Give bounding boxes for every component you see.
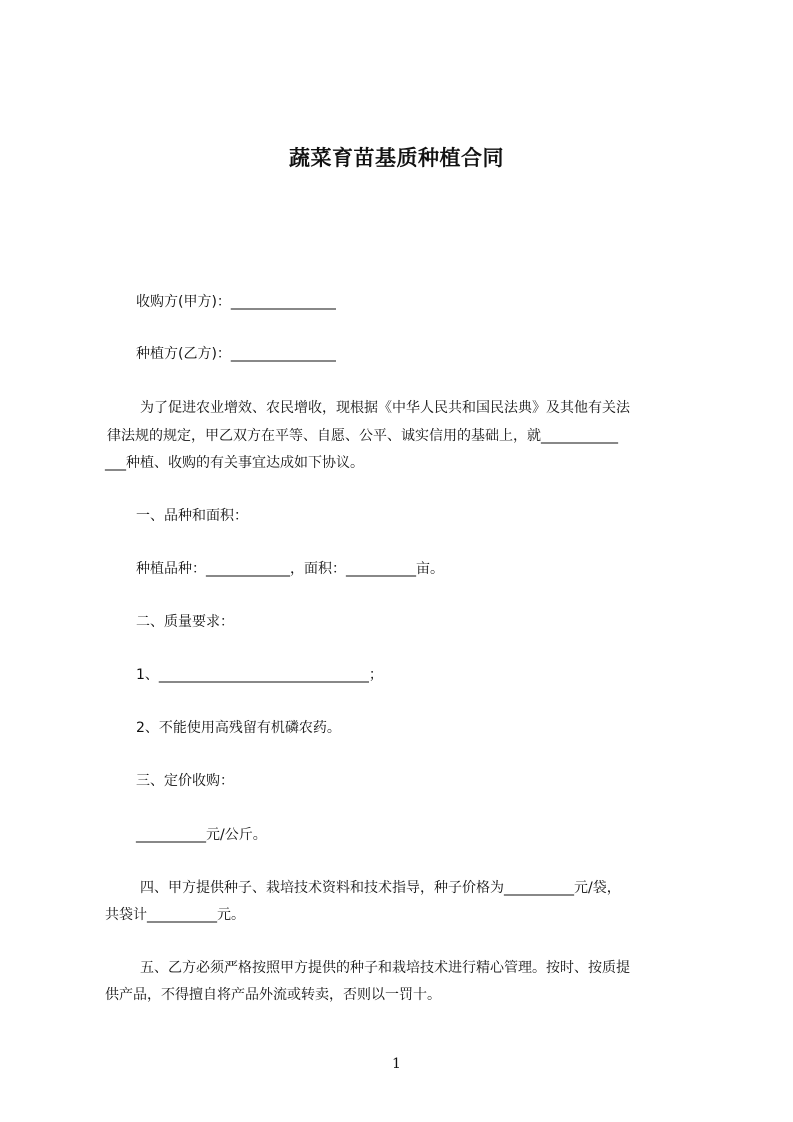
page-number: 1 [392,1056,401,1072]
section-3-heading: 三、定价收购： [136,773,234,789]
section-3-content: __________元/公斤。 [136,827,267,843]
section-2-item-2: 2、不能使用高残留有机磷农药。 [136,720,341,736]
section-1-content: 种植品种：____________，面积：__________亩。 [136,561,444,577]
grower-party-line: 种植方(乙方)：_______________ [136,346,336,362]
section-5-line-1: 五、乙方必须严格按照甲方提供的种子和栽培技术进行精心管理。按时、按质提 [140,960,630,976]
section-2-heading: 二、质量要求： [136,614,234,630]
document-title: 蔬菜育苗基质种植合同 [289,146,504,170]
intro-line-2: 律法规的规定，甲乙双方在平等、自愿、公平、诚实信用的基础上，就___________ [107,428,618,444]
intro-line-1: 为了促进农业增效、农民增收，现根据《中华人民共和国民法典》及其他有关法 [140,400,630,416]
section-2-item-1: 1、______________________________； [136,667,383,683]
section-5-line-2: 供产品，不得擅自将产品外流或转卖，否则以一罚十。 [105,987,441,1003]
section-4-line-1: 四、甲方提供种子、栽培技术资料和技术指导，种子价格为__________元/袋， [140,880,621,896]
section-4-line-2: 共袋计__________元。 [105,907,245,923]
intro-line-3: ___种植、收购的有关事宜达成如下协议。 [105,455,364,471]
buyer-party-line: 收购方(甲方)：_______________ [136,294,336,310]
section-1-heading: 一、品种和面积： [136,508,248,524]
